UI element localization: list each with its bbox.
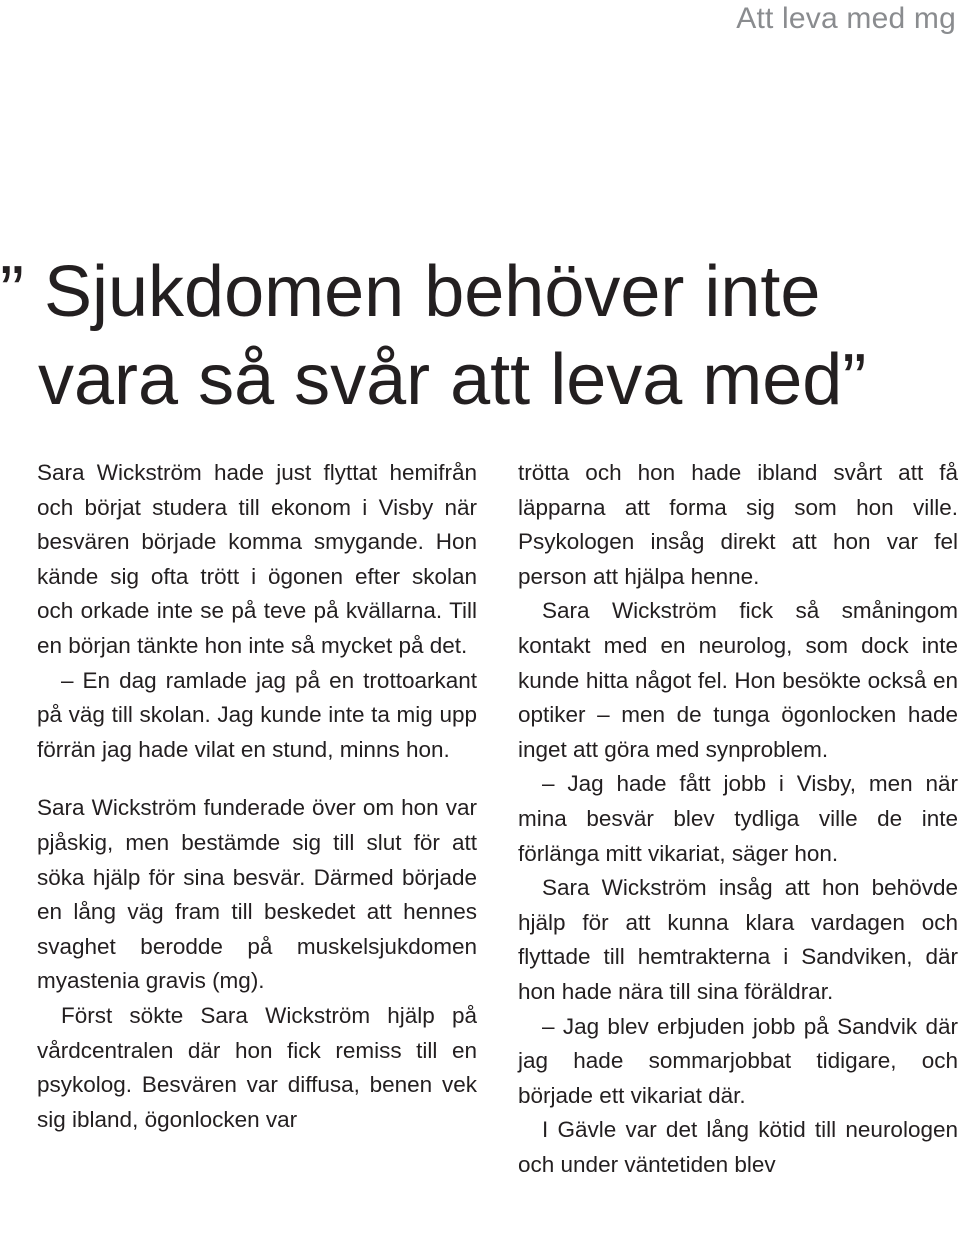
paragraph: Sara Wickström fick så småningom kontakt med en neurolog, som dock inte kunde hitta något fel. Hon besökte också en optiker – men de tunga ögonlocken hade inget att göra med synproblem. [518, 598, 958, 762]
paragraph: – Jag blev erbjuden jobb på Sandvik där jag hade sommarjobbat tidigare, och började ett vikariat där. [518, 1013, 958, 1108]
article-title [0, 248, 866, 424]
section-header: Att leva med mg [736, 2, 956, 35]
title-line-1: ” Sjukdomen behöver inte [0, 252, 821, 332]
paragraph: – Jag hade fått jobb i Visby, men när mina besvär blev tydliga ville de inte förlänga mitt vikariat, säger hon. [518, 771, 958, 866]
paragraph: Först sökte Sara Wickström hjälp på vårdcentralen där hon fick remiss till en psykolog. Besvären var diffusa, benen vek sig ibland, ögonlocken var [37, 1002, 477, 1132]
paragraph: trötta och hon hade ibland svårt att få läpparna att forma sig som hon ville. Psykologen insåg direkt att hon var fel person att hjälpa henne. [518, 460, 958, 589]
paragraph: I Gävle var det lång kötid till neurologen och under väntetiden blev [518, 1117, 958, 1177]
right-column [518, 456, 958, 1182]
left-column [37, 456, 477, 1137]
paragraph: Sara Wickström insåg att hon behövde hjälp för att kunna klara vardagen och flyttade till hemtrakterna i Sandviken, där hon hade nära till sina föräldrar. [518, 875, 958, 1004]
title-line-2: vara så svår att leva med” [38, 340, 867, 420]
paragraph: Sara Wickström hade just flyttat hemifrån och börjat studera till ekonom i Visby när besvären började komma smygande. Hon kände sig ofta trött i ögonen efter skolan och orkade inte se på teve på kvällarna. Till en början tänkte hon inte så mycket på det. [37, 460, 477, 658]
paragraph: – En dag ramlade jag på en trottoarkant på väg till skolan. Jag kunde inte ta mig upp förrän jag hade vilat en stund, minns hon. [37, 667, 477, 762]
paragraph: Sara Wickström funderade över om hon var pjåskig, men bestämde sig till slut för att söka hjälp för sina besvär. Därmed började en lång väg fram till beskedet att hennes svaghet berodde på muskelsjukdomen myastenia gravis (mg). [37, 795, 477, 994]
